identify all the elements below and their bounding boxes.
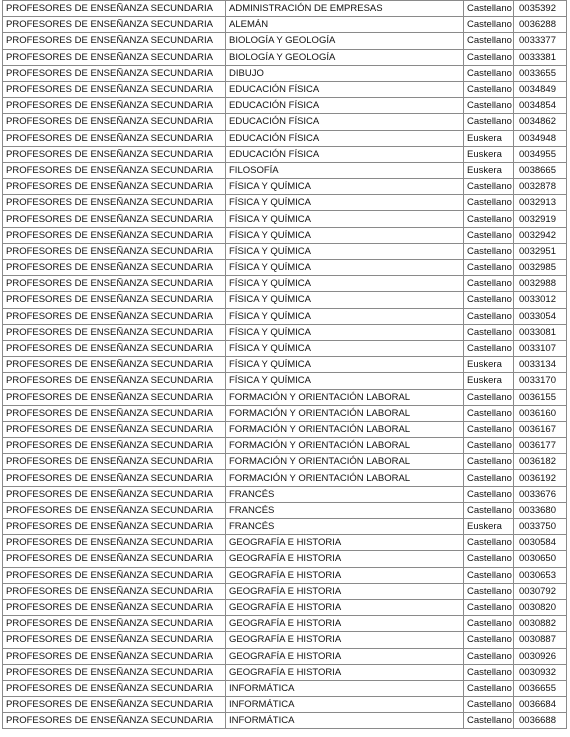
code-cell: 0036288 [514, 17, 567, 33]
table-row [3, 632, 567, 648]
code-cell: 0032951 [514, 243, 567, 259]
specialty-cell: DIBUJO [226, 65, 464, 81]
code-cell: 0030653 [514, 567, 567, 583]
code-cell: 0035392 [514, 1, 567, 17]
body-cell: PROFESORES DE ENSEÑANZA SECUNDARIA [3, 33, 226, 49]
language-cell: Castellano [464, 276, 514, 292]
code-cell: 0032913 [514, 195, 567, 211]
code-cell: 0033655 [514, 65, 567, 81]
body-cell: PROFESORES DE ENSEÑANZA SECUNDARIA [3, 276, 226, 292]
language-cell: Castellano [464, 616, 514, 632]
specialty-cell: FORMACIÓN Y ORIENTACIÓN LABORAL [226, 438, 464, 454]
language-cell: Castellano [464, 179, 514, 195]
specialty-cell: GEOGRAFÍA E HISTORIA [226, 664, 464, 680]
table-row [3, 1, 567, 17]
specialty-cell: FORMACIÓN Y ORIENTACIÓN LABORAL [226, 421, 464, 437]
language-cell: Castellano [464, 114, 514, 130]
language-cell: Castellano [464, 632, 514, 648]
body-cell: PROFESORES DE ENSEÑANZA SECUNDARIA [3, 599, 226, 615]
language-cell: Castellano [464, 98, 514, 114]
code-cell: 0032919 [514, 211, 567, 227]
body-cell: PROFESORES DE ENSEÑANZA SECUNDARIA [3, 438, 226, 454]
language-cell: Castellano [464, 648, 514, 664]
table-row [3, 17, 567, 33]
code-cell: 0030887 [514, 632, 567, 648]
table-row [3, 260, 567, 276]
table-row [3, 680, 567, 696]
positions-table [2, 0, 567, 729]
code-cell: 0033012 [514, 292, 567, 308]
language-cell: Castellano [464, 227, 514, 243]
language-cell: Castellano [464, 438, 514, 454]
language-cell: Castellano [464, 697, 514, 713]
body-cell: PROFESORES DE ENSEÑANZA SECUNDARIA [3, 130, 226, 146]
body-cell: PROFESORES DE ENSEÑANZA SECUNDARIA [3, 243, 226, 259]
language-cell: Castellano [464, 664, 514, 680]
language-cell: Euskera [464, 373, 514, 389]
table-row [3, 697, 567, 713]
code-cell: 0030650 [514, 551, 567, 567]
code-cell: 0033134 [514, 357, 567, 373]
specialty-cell: ALEMÁN [226, 17, 464, 33]
body-cell: PROFESORES DE ENSEÑANZA SECUNDARIA [3, 389, 226, 405]
body-cell: PROFESORES DE ENSEÑANZA SECUNDARIA [3, 551, 226, 567]
language-cell: Castellano [464, 260, 514, 276]
code-cell: 0036192 [514, 470, 567, 486]
table-row [3, 470, 567, 486]
language-cell: Castellano [464, 308, 514, 324]
language-cell: Euskera [464, 357, 514, 373]
specialty-cell: GEOGRAFÍA E HISTORIA [226, 648, 464, 664]
code-cell: 0036167 [514, 421, 567, 437]
body-cell: PROFESORES DE ENSEÑANZA SECUNDARIA [3, 470, 226, 486]
body-cell: PROFESORES DE ENSEÑANZA SECUNDARIA [3, 195, 226, 211]
table-row [3, 357, 567, 373]
table-row [3, 664, 567, 680]
body-cell: PROFESORES DE ENSEÑANZA SECUNDARIA [3, 519, 226, 535]
table-row [3, 616, 567, 632]
body-cell: PROFESORES DE ENSEÑANZA SECUNDARIA [3, 567, 226, 583]
specialty-cell: FORMACIÓN Y ORIENTACIÓN LABORAL [226, 470, 464, 486]
table-row [3, 162, 567, 178]
language-cell: Castellano [464, 389, 514, 405]
specialty-cell: INFORMÁTICA [226, 680, 464, 696]
body-cell: PROFESORES DE ENSEÑANZA SECUNDARIA [3, 308, 226, 324]
language-cell: Castellano [464, 243, 514, 259]
specialty-cell: FORMACIÓN Y ORIENTACIÓN LABORAL [226, 389, 464, 405]
body-cell: PROFESORES DE ENSEÑANZA SECUNDARIA [3, 292, 226, 308]
body-cell: PROFESORES DE ENSEÑANZA SECUNDARIA [3, 421, 226, 437]
language-cell: Castellano [464, 211, 514, 227]
specialty-cell: FÍSICA Y QUÍMICA [226, 276, 464, 292]
language-cell: Castellano [464, 502, 514, 518]
table-row [3, 535, 567, 551]
language-cell: Castellano [464, 195, 514, 211]
code-cell: 0036160 [514, 405, 567, 421]
language-cell: Castellano [464, 324, 514, 340]
specialty-cell: BIOLOGÍA Y GEOLOGÍA [226, 49, 464, 65]
table-row [3, 33, 567, 49]
table-row [3, 405, 567, 421]
code-cell: 0032985 [514, 260, 567, 276]
specialty-cell: GEOGRAFÍA E HISTORIA [226, 632, 464, 648]
body-cell: PROFESORES DE ENSEÑANZA SECUNDARIA [3, 664, 226, 680]
table-row [3, 421, 567, 437]
code-cell: 0030882 [514, 616, 567, 632]
specialty-cell: FÍSICA Y QUÍMICA [226, 211, 464, 227]
table-row [3, 340, 567, 356]
specialty-cell: ADMINISTRACIÓN DE EMPRESAS [226, 1, 464, 17]
code-cell: 0034948 [514, 130, 567, 146]
table-row [3, 519, 567, 535]
specialty-cell: FÍSICA Y QUÍMICA [226, 373, 464, 389]
table-row [3, 454, 567, 470]
code-cell: 0033054 [514, 308, 567, 324]
table-row [3, 486, 567, 502]
specialty-cell: FÍSICA Y QUÍMICA [226, 195, 464, 211]
body-cell: PROFESORES DE ENSEÑANZA SECUNDARIA [3, 17, 226, 33]
specialty-cell: INFORMÁTICA [226, 713, 464, 729]
language-cell: Castellano [464, 713, 514, 729]
specialty-cell: FRANCÉS [226, 486, 464, 502]
code-cell: 0033680 [514, 502, 567, 518]
table-row [3, 583, 567, 599]
language-cell: Castellano [464, 583, 514, 599]
specialty-cell: FÍSICA Y QUÍMICA [226, 260, 464, 276]
language-cell: Castellano [464, 567, 514, 583]
body-cell: PROFESORES DE ENSEÑANZA SECUNDARIA [3, 65, 226, 81]
body-cell: PROFESORES DE ENSEÑANZA SECUNDARIA [3, 1, 226, 17]
code-cell: 0036688 [514, 713, 567, 729]
specialty-cell: FÍSICA Y QUÍMICA [226, 179, 464, 195]
code-cell: 0036155 [514, 389, 567, 405]
body-cell: PROFESORES DE ENSEÑANZA SECUNDARIA [3, 49, 226, 65]
specialty-cell: FILOSOFÍA [226, 162, 464, 178]
table-row [3, 130, 567, 146]
body-cell: PROFESORES DE ENSEÑANZA SECUNDARIA [3, 162, 226, 178]
specialty-cell: FORMACIÓN Y ORIENTACIÓN LABORAL [226, 454, 464, 470]
table-row [3, 211, 567, 227]
body-cell: PROFESORES DE ENSEÑANZA SECUNDARIA [3, 502, 226, 518]
table-row [3, 81, 567, 97]
body-cell: PROFESORES DE ENSEÑANZA SECUNDARIA [3, 632, 226, 648]
body-cell: PROFESORES DE ENSEÑANZA SECUNDARIA [3, 616, 226, 632]
language-cell: Castellano [464, 680, 514, 696]
code-cell: 0030584 [514, 535, 567, 551]
table-row [3, 243, 567, 259]
code-cell: 0032942 [514, 227, 567, 243]
specialty-cell: GEOGRAFÍA E HISTORIA [226, 567, 464, 583]
specialty-cell: EDUCACIÓN FÍSICA [226, 146, 464, 162]
table-row [3, 389, 567, 405]
specialty-cell: EDUCACIÓN FÍSICA [226, 81, 464, 97]
body-cell: PROFESORES DE ENSEÑANZA SECUNDARIA [3, 648, 226, 664]
table-row [3, 98, 567, 114]
specialty-cell: FORMACIÓN Y ORIENTACIÓN LABORAL [226, 405, 464, 421]
table-body [3, 1, 567, 729]
body-cell: PROFESORES DE ENSEÑANZA SECUNDARIA [3, 405, 226, 421]
body-cell: PROFESORES DE ENSEÑANZA SECUNDARIA [3, 211, 226, 227]
body-cell: PROFESORES DE ENSEÑANZA SECUNDARIA [3, 535, 226, 551]
body-cell: PROFESORES DE ENSEÑANZA SECUNDARIA [3, 454, 226, 470]
specialty-cell: BIOLOGÍA Y GEOLOGÍA [226, 33, 464, 49]
specialty-cell: FÍSICA Y QUÍMICA [226, 340, 464, 356]
table-row [3, 308, 567, 324]
body-cell: PROFESORES DE ENSEÑANZA SECUNDARIA [3, 98, 226, 114]
code-cell: 0034854 [514, 98, 567, 114]
language-cell: Castellano [464, 1, 514, 17]
code-cell: 0036684 [514, 697, 567, 713]
code-cell: 0033676 [514, 486, 567, 502]
language-cell: Castellano [464, 551, 514, 567]
table-row [3, 599, 567, 615]
body-cell: PROFESORES DE ENSEÑANZA SECUNDARIA [3, 340, 226, 356]
body-cell: PROFESORES DE ENSEÑANZA SECUNDARIA [3, 324, 226, 340]
table-row [3, 648, 567, 664]
table-row [3, 114, 567, 130]
table-row [3, 373, 567, 389]
code-cell: 0032878 [514, 179, 567, 195]
specialty-cell: FÍSICA Y QUÍMICA [226, 357, 464, 373]
body-cell: PROFESORES DE ENSEÑANZA SECUNDARIA [3, 486, 226, 502]
language-cell: Castellano [464, 340, 514, 356]
language-cell: Euskera [464, 130, 514, 146]
language-cell: Castellano [464, 405, 514, 421]
language-cell: Euskera [464, 519, 514, 535]
table-row [3, 502, 567, 518]
code-cell: 0033107 [514, 340, 567, 356]
code-cell: 0034955 [514, 146, 567, 162]
code-cell: 0033081 [514, 324, 567, 340]
language-cell: Castellano [464, 17, 514, 33]
code-cell: 0036177 [514, 438, 567, 454]
specialty-cell: EDUCACIÓN FÍSICA [226, 130, 464, 146]
code-cell: 0033170 [514, 373, 567, 389]
table-row [3, 227, 567, 243]
code-cell: 0032988 [514, 276, 567, 292]
code-cell: 0036655 [514, 680, 567, 696]
language-cell: Castellano [464, 49, 514, 65]
specialty-cell: INFORMÁTICA [226, 697, 464, 713]
specialty-cell: FÍSICA Y QUÍMICA [226, 292, 464, 308]
table-row [3, 276, 567, 292]
specialty-cell: EDUCACIÓN FÍSICA [226, 114, 464, 130]
language-cell: Castellano [464, 454, 514, 470]
table-row [3, 179, 567, 195]
language-cell: Castellano [464, 33, 514, 49]
code-cell: 0030926 [514, 648, 567, 664]
language-cell: Castellano [464, 65, 514, 81]
body-cell: PROFESORES DE ENSEÑANZA SECUNDARIA [3, 680, 226, 696]
body-cell: PROFESORES DE ENSEÑANZA SECUNDARIA [3, 114, 226, 130]
code-cell: 0034862 [514, 114, 567, 130]
body-cell: PROFESORES DE ENSEÑANZA SECUNDARIA [3, 697, 226, 713]
language-cell: Castellano [464, 470, 514, 486]
body-cell: PROFESORES DE ENSEÑANZA SECUNDARIA [3, 713, 226, 729]
code-cell: 0033377 [514, 33, 567, 49]
code-cell: 0036182 [514, 454, 567, 470]
document-sheet [2, 0, 566, 729]
code-cell: 0030820 [514, 599, 567, 615]
body-cell: PROFESORES DE ENSEÑANZA SECUNDARIA [3, 373, 226, 389]
code-cell: 0030932 [514, 664, 567, 680]
code-cell: 0034849 [514, 81, 567, 97]
specialty-cell: FÍSICA Y QUÍMICA [226, 308, 464, 324]
body-cell: PROFESORES DE ENSEÑANZA SECUNDARIA [3, 357, 226, 373]
body-cell: PROFESORES DE ENSEÑANZA SECUNDARIA [3, 260, 226, 276]
table-row [3, 567, 567, 583]
language-cell: Castellano [464, 535, 514, 551]
code-cell: 0033381 [514, 49, 567, 65]
body-cell: PROFESORES DE ENSEÑANZA SECUNDARIA [3, 227, 226, 243]
table-row [3, 65, 567, 81]
code-cell: 0030792 [514, 583, 567, 599]
specialty-cell: GEOGRAFÍA E HISTORIA [226, 599, 464, 615]
table-row [3, 146, 567, 162]
body-cell: PROFESORES DE ENSEÑANZA SECUNDARIA [3, 583, 226, 599]
specialty-cell: FÍSICA Y QUÍMICA [226, 243, 464, 259]
table-row [3, 195, 567, 211]
language-cell: Castellano [464, 599, 514, 615]
specialty-cell: GEOGRAFÍA E HISTORIA [226, 535, 464, 551]
table-row [3, 324, 567, 340]
specialty-cell: FÍSICA Y QUÍMICA [226, 324, 464, 340]
specialty-cell: GEOGRAFÍA E HISTORIA [226, 551, 464, 567]
language-cell: Castellano [464, 81, 514, 97]
specialty-cell: FRANCÉS [226, 502, 464, 518]
language-cell: Euskera [464, 146, 514, 162]
table-row [3, 551, 567, 567]
code-cell: 0033750 [514, 519, 567, 535]
body-cell: PROFESORES DE ENSEÑANZA SECUNDARIA [3, 146, 226, 162]
language-cell: Castellano [464, 486, 514, 502]
specialty-cell: EDUCACIÓN FÍSICA [226, 98, 464, 114]
body-cell: PROFESORES DE ENSEÑANZA SECUNDARIA [3, 179, 226, 195]
table-row [3, 438, 567, 454]
specialty-cell: FRANCÉS [226, 519, 464, 535]
table-row [3, 292, 567, 308]
code-cell: 0038665 [514, 162, 567, 178]
table-row [3, 713, 567, 729]
language-cell: Castellano [464, 292, 514, 308]
specialty-cell: FÍSICA Y QUÍMICA [226, 227, 464, 243]
specialty-cell: GEOGRAFÍA E HISTORIA [226, 583, 464, 599]
body-cell: PROFESORES DE ENSEÑANZA SECUNDARIA [3, 81, 226, 97]
table-row [3, 49, 567, 65]
language-cell: Castellano [464, 421, 514, 437]
language-cell: Euskera [464, 162, 514, 178]
specialty-cell: GEOGRAFÍA E HISTORIA [226, 616, 464, 632]
